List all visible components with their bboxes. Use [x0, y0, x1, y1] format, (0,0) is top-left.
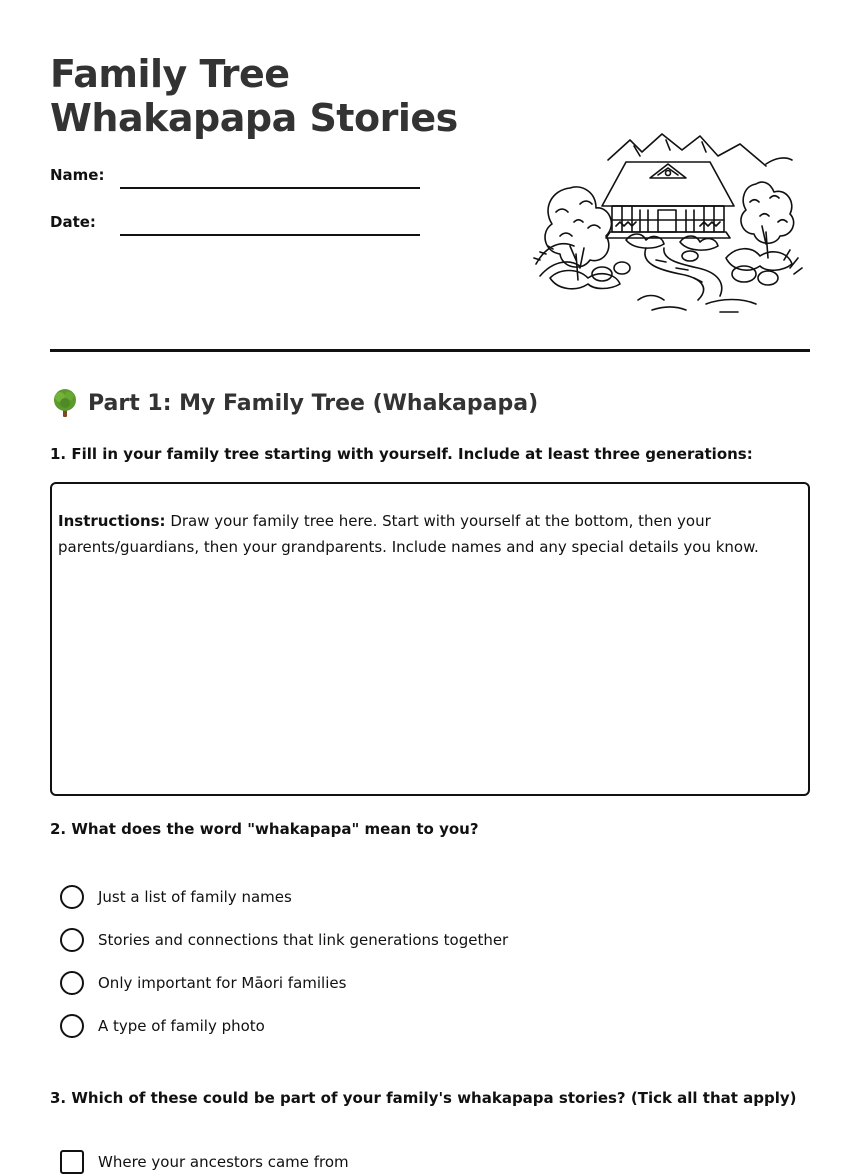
- option-label: Where your ancestors came from: [98, 1153, 349, 1171]
- q3-option[interactable]: [60, 1150, 349, 1174]
- wharenui-landscape-icon: [530, 128, 805, 318]
- part1-heading: [50, 388, 538, 418]
- date-label: Date:: [50, 213, 96, 231]
- radio-button[interactable]: [60, 1014, 84, 1038]
- q2-option[interactable]: [60, 928, 508, 952]
- checkbox[interactable]: [60, 1150, 84, 1174]
- option-label: Just a list of family names: [98, 888, 292, 906]
- date-field[interactable]: [120, 234, 420, 236]
- family-tree-drawing-area[interactable]: [50, 482, 810, 796]
- instructions-text: Draw your family tree here. Start with yourself at the bottom, then your parents/guardians, then your grandparents. Include names and any special details you know.: [58, 512, 759, 556]
- option-label: A type of family photo: [98, 1017, 265, 1035]
- name-label: Name:: [50, 166, 105, 184]
- radio-button[interactable]: [60, 928, 84, 952]
- part1-heading-text: Part 1: My Family Tree (Whakapapa): [88, 390, 539, 416]
- option-label: Only important for Māori families: [98, 974, 347, 992]
- instructions-label: Instructions:: [58, 512, 166, 530]
- name-field[interactable]: [120, 187, 420, 189]
- q2-option[interactable]: [60, 971, 346, 995]
- page-title: Family Tree Whakapapa Stories: [50, 52, 458, 140]
- tree-icon: [50, 388, 80, 418]
- question-3: 3. Which of these could be part of your family's whakapapa stories? (Tick all that apply): [50, 1089, 797, 1107]
- q2-option[interactable]: [60, 1014, 265, 1038]
- radio-button[interactable]: [60, 885, 84, 909]
- section-divider: [50, 349, 810, 352]
- option-label: Stories and connections that link generations together: [98, 931, 509, 949]
- question-2: 2. What does the word "whakapapa" mean to you?: [50, 820, 479, 838]
- question-1: 1. Fill in your family tree starting with yourself. Include at least three generations:: [50, 445, 753, 463]
- q2-option[interactable]: [60, 885, 292, 909]
- radio-button[interactable]: [60, 971, 84, 995]
